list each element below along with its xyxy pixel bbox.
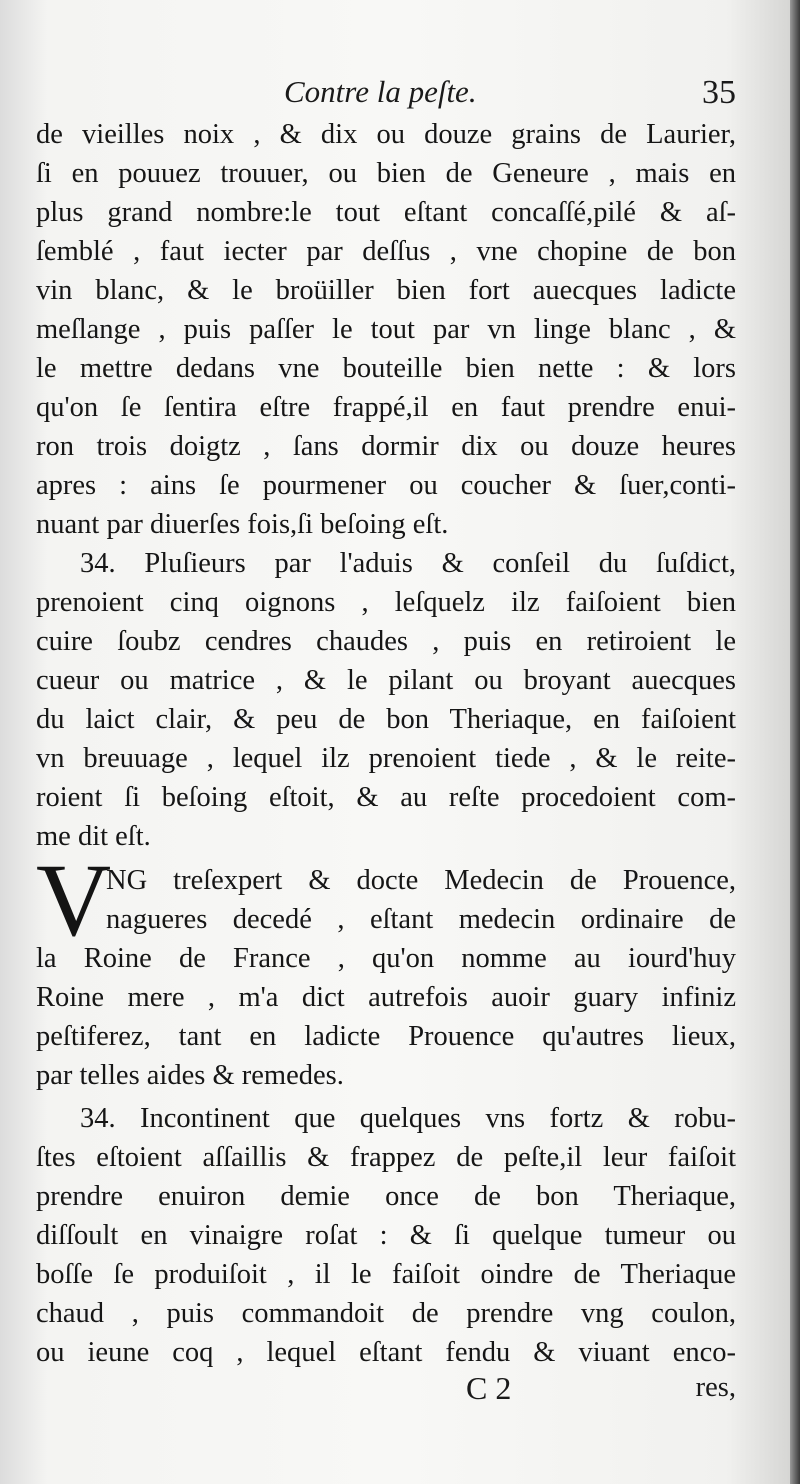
page-number: 35 (702, 74, 736, 111)
text-line: diſſoult en vinaigre roſat : & ſi quelque tumeur ou (36, 1220, 736, 1251)
text-line: qu'on ſe ſentira eſtre frappé,il en faut prendre enui- (36, 392, 736, 423)
paragraph-start-line: 34. Pluſieurs par l'aduis & conſeil du ſuſdict, (80, 548, 736, 579)
page-header (36, 70, 742, 114)
text-line: ou ieune coq , lequel eſtant fendu & viuant enco- (36, 1337, 736, 1368)
text-line: la Roine de France , qu'on nomme au iourd'huy (36, 943, 736, 974)
text-line: Roine mere , m'a dict autrefois auoir guary infiniz (36, 982, 736, 1013)
text-line: nagueres decedé , eſtant medecin ordinaire de (106, 904, 736, 935)
text-line: ſtes eſtoient aſſaillis & frappez de peſte,il leur faiſoit (36, 1142, 736, 1173)
text-line: ſi en pouuez trouuer, ou bien de Geneure , mais en (36, 158, 736, 189)
text-line: apres : ains ſe pourmener ou coucher & ſuer,conti- (36, 470, 736, 501)
text-line: nuant par diuerſes fois,ſi beſoing eſt. (36, 509, 449, 540)
text-line: roient ſi beſoing eſtoit, & au reſte procedoient com- (36, 782, 736, 813)
text-line: vin blanc, & le broüiller bien fort auecques ladicte (36, 275, 736, 306)
text-line: peſtiferez, tant en ladicte Prouence qu'autres lieux, (36, 1021, 736, 1052)
text-line: prendre enuiron demie once de bon Theriaque, (36, 1181, 736, 1212)
text-line: par telles aides & remedes. (36, 1060, 344, 1091)
text-line: boſſe ſe produiſoit , il le faiſoit oindre de Theriaque (36, 1259, 736, 1290)
signature-mark: C 2 (466, 1370, 512, 1406)
page-footer (36, 1370, 736, 1410)
text-line: de vieilles noix , & dix ou douze grains de Laurier, (36, 119, 736, 150)
running-title: Contre la peſte. (284, 74, 477, 109)
text-line: vn breuuage , lequel ilz prenoient tiede , & le reite- (36, 743, 736, 774)
text-line: chaud , puis commandoit de prendre vng coulon, (36, 1298, 736, 1329)
text-line: le mettre dedans vne bouteille bien nette : & lors (36, 353, 736, 384)
page-edge-shadow (790, 0, 800, 1484)
text-line: du laict clair, & peu de bon Theriaque, en faiſoient (36, 704, 736, 735)
text-line: meſlange , puis paſſer le tout par vn linge blanc , & (36, 314, 736, 345)
text-line: cuire ſoubz cendres chaudes , puis en retiroient le (36, 626, 736, 657)
catchword: res, (695, 1372, 736, 1403)
text-line: cueur ou matrice , & le pilant ou broyant auecques (36, 665, 736, 696)
text-line: me dit eſt. (36, 821, 151, 852)
drop-cap: V (36, 843, 112, 958)
text-line: prenoient cinq oignons , leſquelz ilz faiſoient bien (36, 587, 736, 618)
text-line: ron trois doigtz , ſans dormir dix ou douze heures (36, 431, 736, 462)
text-line: plus grand nombre:le tout eſtant concaſſé,pilé & aſ- (36, 197, 736, 228)
text-line: ſemblé , faut iecter par deſſus , vne chopine de bon (36, 236, 736, 267)
text-line: NG treſexpert & docte Medecin de Prouence, (106, 865, 736, 896)
paragraph-start-line: 34. Incontinent que quelques vns fortz & robu- (80, 1103, 736, 1134)
